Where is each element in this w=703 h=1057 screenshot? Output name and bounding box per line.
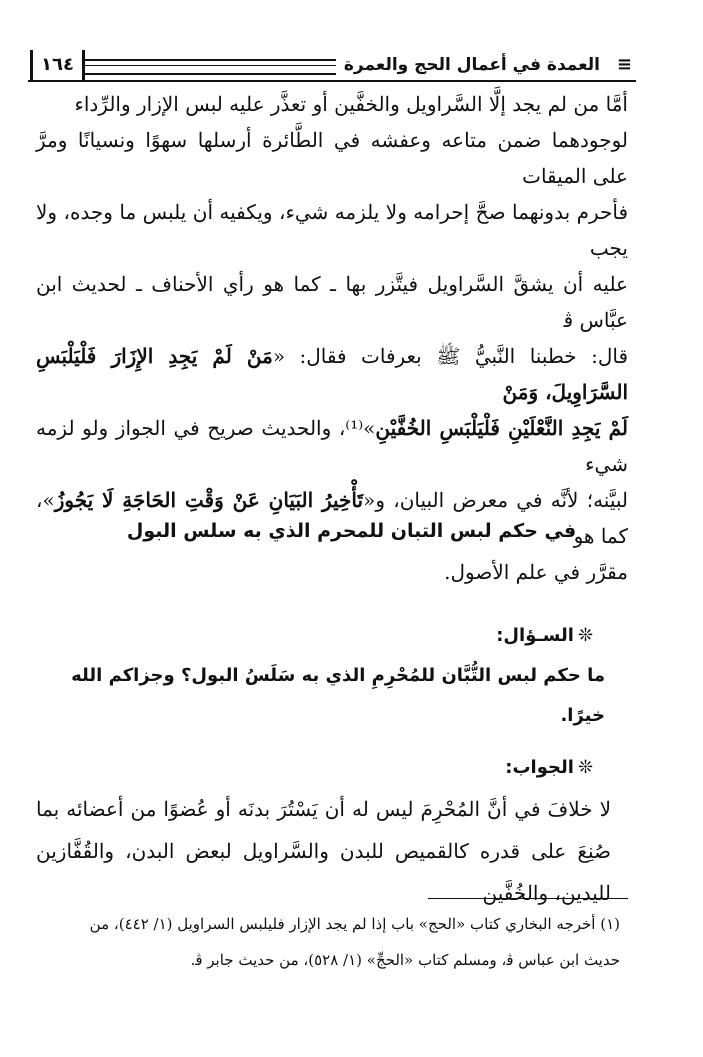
body-line: عليه أن يشقَّ السَّراويل فيتَّزر بها ـ كما هو رأي الأحناف ـ لحديث ابن عبَّاس ﭬ xyxy=(36,272,628,332)
running-title: العمدة في أعمال الحج والعمرة xyxy=(336,50,606,80)
body-line: مقرَّر في علم الأصول. xyxy=(444,560,628,584)
section-heading: في حكم لبس التبان للمحرم الذي به سلس البول xyxy=(126,520,577,542)
question-label-text: السـؤال: xyxy=(496,625,574,646)
page-number: ١٦٤ xyxy=(30,50,85,80)
footnote-line: حديث ابن عباس ﭬ، ومسلم كتاب «الحجِّ» (١/ ٥٢٨)، من حديث جابر ﭬ. xyxy=(190,951,620,969)
body-line xyxy=(36,338,628,410)
star-icon: ❊ xyxy=(577,757,593,778)
answer-text: لا خلافَ في أنَّ المُحْرِمَ ليس له أن يَسْتُرَ بدنَه أو عُضوًا من أعضائه بما صُنِعَ على قدره كالقميص للبدن والسَّراويل لبعض البدن، والقُفَّازين لليدين، والخُفَّين xyxy=(36,797,611,905)
hadith-text: لَمْ يَجِدِ النَّعْلَيْنِ فَلْيَلْبَسِ الخُفَّيْنِ xyxy=(375,416,628,440)
body-line: أمَّا من لم يجد إلَّا السَّراويل والخفَّين أو تعذَّر عليه لبس الإزار والرِّداء xyxy=(74,92,628,116)
footnote xyxy=(60,906,620,978)
answer-label-text: الجواب: xyxy=(505,757,574,778)
legal-maxim: تَأْخِيرُ البَيَانِ عَنْ وَقْتِ الحَاجَةِ لَا يَجُوزُ xyxy=(54,488,364,512)
text-run: »⁽¹⁾، والحديث صريح في الجواز ولو لزمه شيء xyxy=(36,416,628,476)
question-text: ما حكم لبس التُّبَّان للمُحْرِمِ الذي به سَلَسُ البول؟ وجزاكم الله خيرًا. xyxy=(71,665,605,726)
footnote-separator xyxy=(428,898,628,899)
body-line xyxy=(36,482,628,554)
body-line: لوجودهما ضمن متاعه وعفشه في الطَّائرة أرسلها سهوًا ونسيانًا ومرَّ على الميقات xyxy=(36,128,628,188)
text-run: قال: خطبنا النَّبيُّ ﷺ بعرفات فقال: « xyxy=(272,344,629,368)
footnote-line: (١) أخرجه البخاري كتاب «الحج» باب إذا لم يجد الإزار فليلبس السراويل (١/ ٤٤٢)، من xyxy=(89,915,620,933)
text-run: لبيَّنه؛ لأنَّه في معرض البيان، و« xyxy=(363,488,628,512)
page-header xyxy=(28,50,636,84)
body-line xyxy=(36,410,628,482)
hadith-text: مَنْ لَمْ يَجِدِ الإِزَارَ فَلْيَلْبَسِ السَّرَاوِيلَ، وَمَنْ xyxy=(36,344,628,404)
header-divider xyxy=(28,80,636,82)
star-icon: ❊ xyxy=(577,625,593,646)
body-line: فأحرم بدونهما صحَّ إحرامه ولا يلزمه شيء، ويكفيه أن يلبس ما وجده، ولا يجب xyxy=(36,200,628,260)
text-run: »، كما هو xyxy=(36,488,628,548)
question-label xyxy=(496,625,593,646)
answer-label xyxy=(505,757,593,778)
body-paragraph xyxy=(36,86,628,590)
header-mark: ≡ xyxy=(613,50,636,80)
